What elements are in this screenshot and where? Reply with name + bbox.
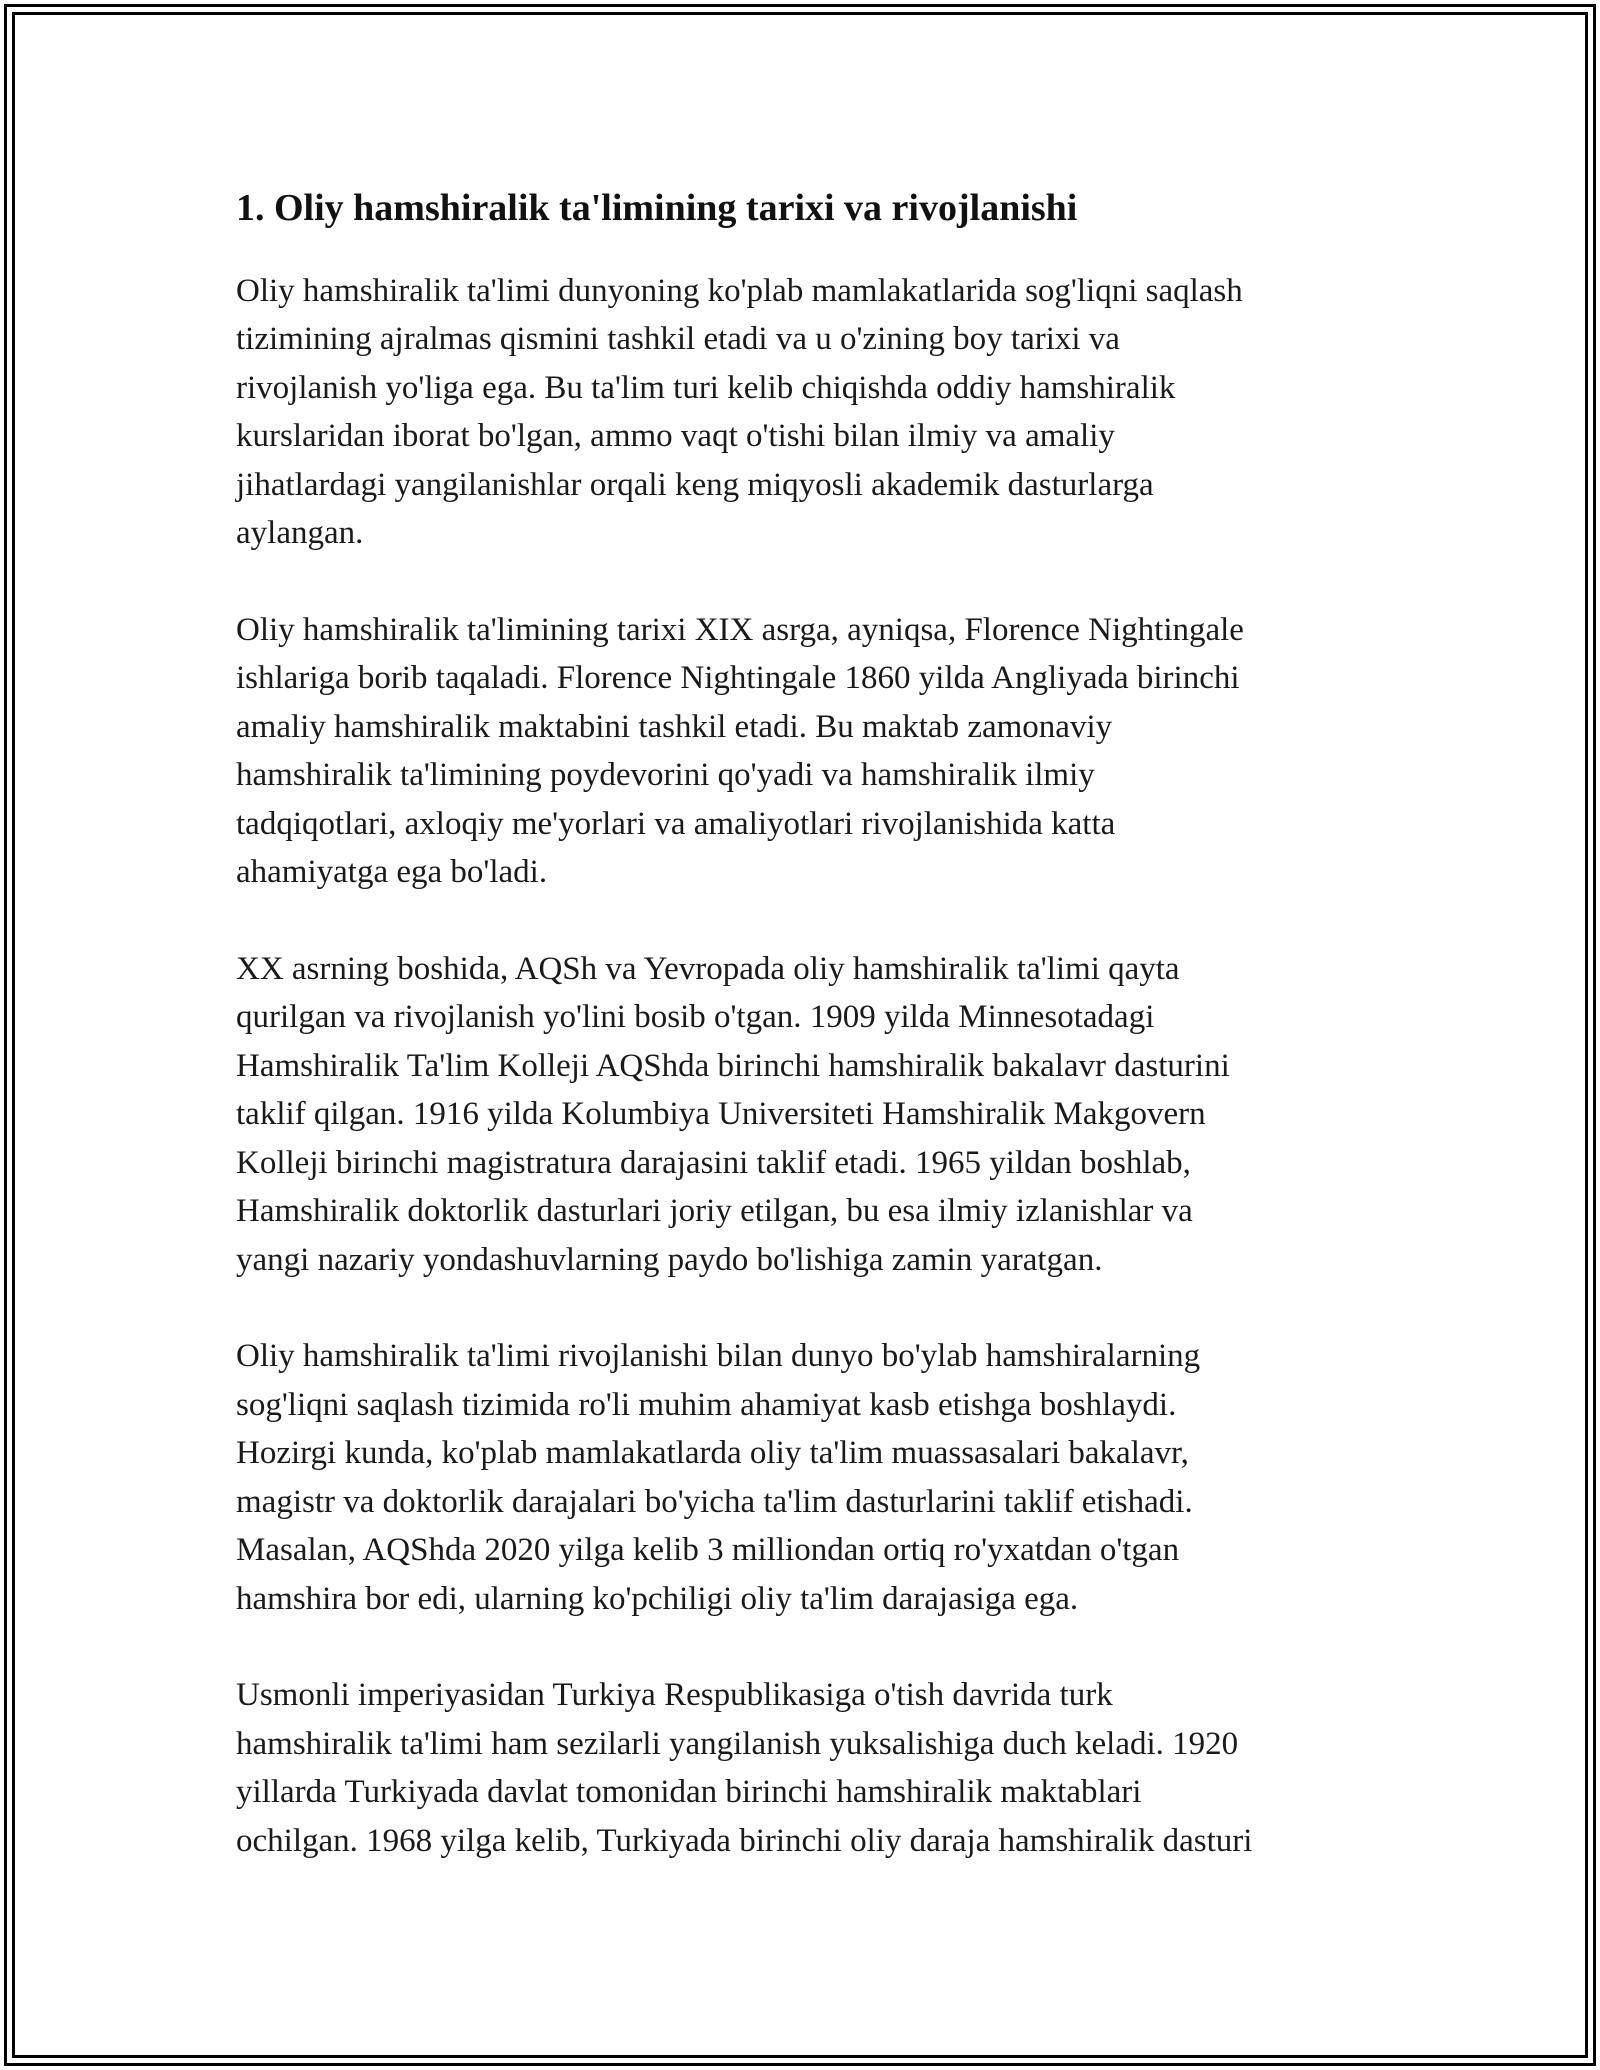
text-line: hamshiralik ta'limining poydevorini qo'yadi va hamshiralik ilmiy xyxy=(236,757,1095,793)
text-line: ishlariga borib taqaladi. Florence Nightingale 1860 yilda Angliyada birinchi xyxy=(236,660,1240,696)
text-line: jihatlardagi yangilanishlar orqali keng miqyosli akademik dasturlarga xyxy=(236,466,1154,503)
text-line: magistr va doktorlik darajalari bo'yicha ta'lim dasturlarini taklif etishadi. xyxy=(236,1483,1193,1520)
document-body xyxy=(236,185,1376,1913)
text-line: taklif qilgan. 1916 yilda Kolumbiya Universiteti Hamshiralik Makgovern xyxy=(236,1096,1206,1132)
text-line: Kolleji birinchi magistratura darajasini taklif etadi. 1965 yildan boshlab, xyxy=(236,1144,1191,1181)
text-line: XX asrning boshida, AQSh va Yevropada oliy hamshiralik ta'limi qayta xyxy=(236,950,1180,987)
text-line: hamshira bor edi, ularning ko'pchiligi oliy ta'lim darajasiga ega. xyxy=(236,1580,1079,1617)
text-line: Oliy hamshiralik ta'limi rivojlanishi bilan dunyo bo'ylab hamshiralarning xyxy=(236,1338,1201,1374)
text-line: ahamiyatga ega bo'ladi. xyxy=(236,854,548,890)
text-line: kurslaridan iborat bo'lgan, ammo vaqt o'tishi bilan ilmiy va amaliy xyxy=(236,418,1115,454)
paragraph-1 xyxy=(236,267,1376,558)
text-line: aylangan. xyxy=(236,515,364,551)
text-line: Oliy hamshiralik ta'limining tarixi XIX asrga, ayniqsa, Florence Nightingale xyxy=(236,611,1244,648)
text-line: ochilgan. 1968 yilga kelib, Turkiyada birinchi oliy daraja hamshiralik dasturi xyxy=(236,1822,1253,1859)
paragraph-2 xyxy=(236,606,1376,897)
text-line: Hozirgi kunda, ko'plab mamlakatlarda oliy ta'lim muassasalari bakalavr, xyxy=(236,1435,1189,1471)
text-line: Masalan, AQShda 2020 yilga kelib 3 milliondan ortiq ro'yxatdan o'tgan xyxy=(236,1532,1180,1568)
paragraph-3 xyxy=(236,945,1376,1285)
text-line: Usmonli imperiyasidan Turkiya Respublikasiga o'tish davrida turk xyxy=(236,1677,1113,1713)
text-line: amaliy hamshiralik maktabini tashkil etadi. Bu maktab zamonaviy xyxy=(236,708,1113,745)
paragraph-5 xyxy=(236,1671,1376,1865)
text-line: Oliy hamshiralik ta'limi dunyoning ko'plab mamlakatlarida sog'liqni saqlash xyxy=(236,272,1243,309)
text-line: Hamshiralik Ta'lim Kolleji AQShda birinchi hamshiralik bakalavr dasturini xyxy=(236,1047,1230,1084)
text-line: rivojlanish yo'liga ega. Bu ta'lim turi kelib chiqishda oddiy hamshiralik xyxy=(236,369,1176,406)
section-heading: 1. Oliy hamshiralik ta'limining tarixi va rivojlanishi xyxy=(236,187,1078,229)
text-line: Hamshiralik doktorlik dasturlari joriy etilgan, bu esa ilmiy izlanishlar va xyxy=(236,1193,1193,1229)
text-line: yillarda Turkiyada davlat tomonidan birinchi hamshiralik maktablari xyxy=(236,1774,1142,1810)
text-line: tadqiqotlari, axloqiy me'yorlari va amaliyotlari rivojlanishida katta xyxy=(236,805,1116,842)
text-line: hamshiralik ta'limi ham sezilarli yangilanish yuksalishiga duch keladi. 1920 xyxy=(236,1725,1239,1762)
text-line: qurilgan va rivojlanish yo'lini bosib o'tgan. 1909 yilda Minnesotadagi xyxy=(236,999,1155,1035)
paragraph-4 xyxy=(236,1332,1376,1623)
text-line: sog'liqni saqlash tizimida ro'li muhim ahamiyat kasb etishga boshlaydi. xyxy=(236,1386,1177,1423)
text-line: yangi nazariy yondashuvlarning paydo bo'lishiga zamin yaratgan. xyxy=(236,1241,1103,1278)
text-line: tizimining ajralmas qismini tashkil etadi va u o'zining boy tarixi va xyxy=(236,321,1120,357)
